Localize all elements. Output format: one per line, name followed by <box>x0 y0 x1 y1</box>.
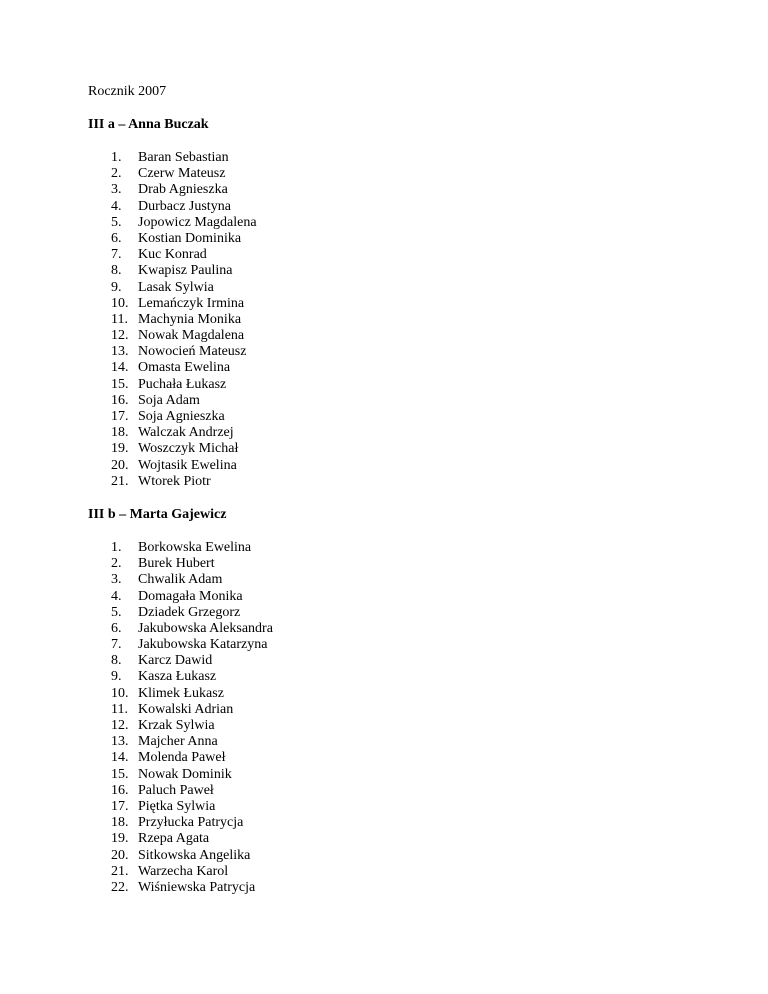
student-name: Domagała Monika <box>138 588 243 604</box>
list-item-number: 13. <box>111 734 129 750</box>
list-item-number: 16. <box>111 392 129 408</box>
list-item <box>88 880 688 896</box>
list-item <box>88 393 688 409</box>
list-item <box>88 556 688 572</box>
student-name: Nowak Magdalena <box>138 328 245 344</box>
list-item-number: 6. <box>111 230 122 246</box>
student-name: Jakubowska Aleksandra <box>138 620 273 636</box>
student-name: Czerw Mateusz <box>138 166 226 182</box>
student-name: Lasak Sylwia <box>138 279 214 295</box>
student-name: Nowak Dominik <box>138 766 232 782</box>
list-item-number: 18. <box>111 815 129 831</box>
list-item <box>88 702 688 718</box>
student-name: Burek Hubert <box>138 556 215 572</box>
student-name: Molenda Paweł <box>138 750 226 766</box>
list-item-number: 9. <box>111 669 122 685</box>
student-name: Kasza Łukasz <box>138 669 217 685</box>
list-item <box>88 247 688 263</box>
student-name: Paluch Paweł <box>138 782 214 798</box>
list-item <box>88 718 688 734</box>
student-name: Warzecha Karol <box>138 863 229 879</box>
list-item <box>88 328 688 344</box>
list-item <box>88 215 688 231</box>
list-item-number: 3. <box>111 182 122 198</box>
list-item <box>88 831 688 847</box>
list-item-number: 2. <box>111 166 122 182</box>
list-item <box>88 377 688 393</box>
student-name: Wojtasik Ewelina <box>138 457 237 473</box>
list-item-number: 2. <box>111 556 122 572</box>
student-name: Dziadek Grzegorz <box>138 604 241 620</box>
list-item <box>88 848 688 864</box>
list-item <box>88 540 688 556</box>
list-item-number: 19. <box>111 831 129 847</box>
student-name: Jakubowska Katarzyna <box>138 637 268 653</box>
student-name: Rzepa Agata <box>138 831 210 847</box>
list-item <box>88 605 688 621</box>
list-item-number: 15. <box>111 376 129 392</box>
list-item-number: 8. <box>111 653 122 669</box>
section-heading-class-3a: III a – Anna Buczak <box>88 117 209 132</box>
student-name: Majcher Anna <box>138 734 218 750</box>
list-item-number: 19. <box>111 441 129 457</box>
student-name: Chwalik Adam <box>138 572 223 588</box>
list-item-number: 1. <box>111 539 122 555</box>
list-item-number: 7. <box>111 637 122 653</box>
list-item-number: 7. <box>111 247 122 263</box>
student-list-class-3b <box>88 540 688 896</box>
list-item <box>88 637 688 653</box>
list-item <box>88 360 688 376</box>
student-name: Karcz Dawid <box>138 653 213 669</box>
list-item-number: 17. <box>111 409 129 424</box>
student-name: Wtorek Piotr <box>138 473 211 489</box>
list-item <box>88 425 688 441</box>
list-item <box>88 815 688 831</box>
list-item <box>88 441 688 457</box>
list-item <box>88 767 688 783</box>
student-name: Soja Adam <box>138 392 200 408</box>
list-item <box>88 458 688 474</box>
list-item <box>88 263 688 279</box>
list-item <box>88 686 688 702</box>
list-item <box>88 864 688 880</box>
list-item <box>88 199 688 215</box>
list-item-number: 1. <box>111 150 122 165</box>
list-item <box>88 296 688 312</box>
student-name: Kostian Dominika <box>138 230 242 246</box>
list-item-number: 12. <box>111 718 129 733</box>
document-page <box>88 84 688 896</box>
list-item <box>88 280 688 296</box>
section-heading-class-3b: III b – Marta Gajewicz <box>88 506 227 522</box>
student-name: Kwapisz Paulina <box>138 263 233 279</box>
student-name: Nowocień Mateusz <box>138 344 247 360</box>
student-name: Woszczyk Michał <box>138 441 239 457</box>
list-item <box>88 312 688 328</box>
list-item-number: 13. <box>111 344 129 360</box>
list-item <box>88 669 688 685</box>
list-item <box>88 344 688 360</box>
student-name: Kowalski Adrian <box>138 701 234 717</box>
student-list-class-3a <box>88 150 688 490</box>
list-item-number: 11. <box>111 701 128 717</box>
list-item-number: 14. <box>111 360 129 376</box>
list-item-number: 9. <box>111 279 122 295</box>
student-name: Sitkowska Angelika <box>138 847 251 863</box>
list-item <box>88 783 688 799</box>
student-name: Durbacz Justyna <box>138 198 231 214</box>
list-item-number: 10. <box>111 685 129 701</box>
list-item-number: 14. <box>111 750 129 766</box>
list-item-number: 20. <box>111 847 129 863</box>
list-item-number: 12. <box>111 328 129 344</box>
list-item-number: 5. <box>111 214 122 230</box>
list-item-number: 5. <box>111 604 122 620</box>
list-item <box>88 182 688 198</box>
list-item <box>88 572 688 588</box>
student-name: Krzak Sylwia <box>138 718 215 733</box>
list-item-number: 21. <box>111 863 129 879</box>
list-item-number: 15. <box>111 766 129 782</box>
list-item-number: 20. <box>111 457 129 473</box>
list-item-number: 8. <box>111 263 122 279</box>
list-item-number: 21. <box>111 473 129 489</box>
list-item <box>88 474 688 490</box>
list-item <box>88 799 688 815</box>
list-item <box>88 734 688 750</box>
student-name: Jopowicz Magdalena <box>138 214 257 230</box>
list-item-number: 10. <box>111 295 129 311</box>
document-title: Rocznik 2007 <box>88 84 167 99</box>
list-item <box>88 231 688 247</box>
list-item-number: 17. <box>111 798 129 814</box>
student-name: Baran Sebastian <box>138 150 229 165</box>
student-name: Machynia Monika <box>138 311 242 327</box>
list-item-number: 6. <box>111 620 122 636</box>
student-name: Puchała Łukasz <box>138 376 227 392</box>
student-name: Omasta Ewelina <box>138 360 231 376</box>
student-name: Soja Agnieszka <box>138 409 225 424</box>
student-name: Kuc Konrad <box>138 247 207 263</box>
list-item-number: 4. <box>111 198 122 214</box>
list-item-number: 11. <box>111 311 128 327</box>
student-name: Piętka Sylwia <box>138 798 216 814</box>
list-item-number: 4. <box>111 588 122 604</box>
list-item <box>88 621 688 637</box>
list-item <box>88 589 688 605</box>
student-name: Borkowska Ewelina <box>138 539 252 555</box>
list-item-number: 22. <box>111 879 129 895</box>
list-item-number: 16. <box>111 782 129 798</box>
student-name: Przyłucka Patrycja <box>138 815 244 831</box>
list-item <box>88 409 688 425</box>
list-item-number: 18. <box>111 425 129 441</box>
list-item <box>88 750 688 766</box>
student-name: Wiśniewska Patrycja <box>138 879 256 895</box>
student-name: Klimek Łukasz <box>138 685 224 701</box>
list-item <box>88 653 688 669</box>
list-item <box>88 166 688 182</box>
student-name: Walczak Andrzej <box>138 425 234 441</box>
student-name: Lemańczyk Irmina <box>138 295 245 311</box>
list-item-number: 3. <box>111 572 122 588</box>
list-item <box>88 150 688 166</box>
student-name: Drab Agnieszka <box>138 182 228 198</box>
